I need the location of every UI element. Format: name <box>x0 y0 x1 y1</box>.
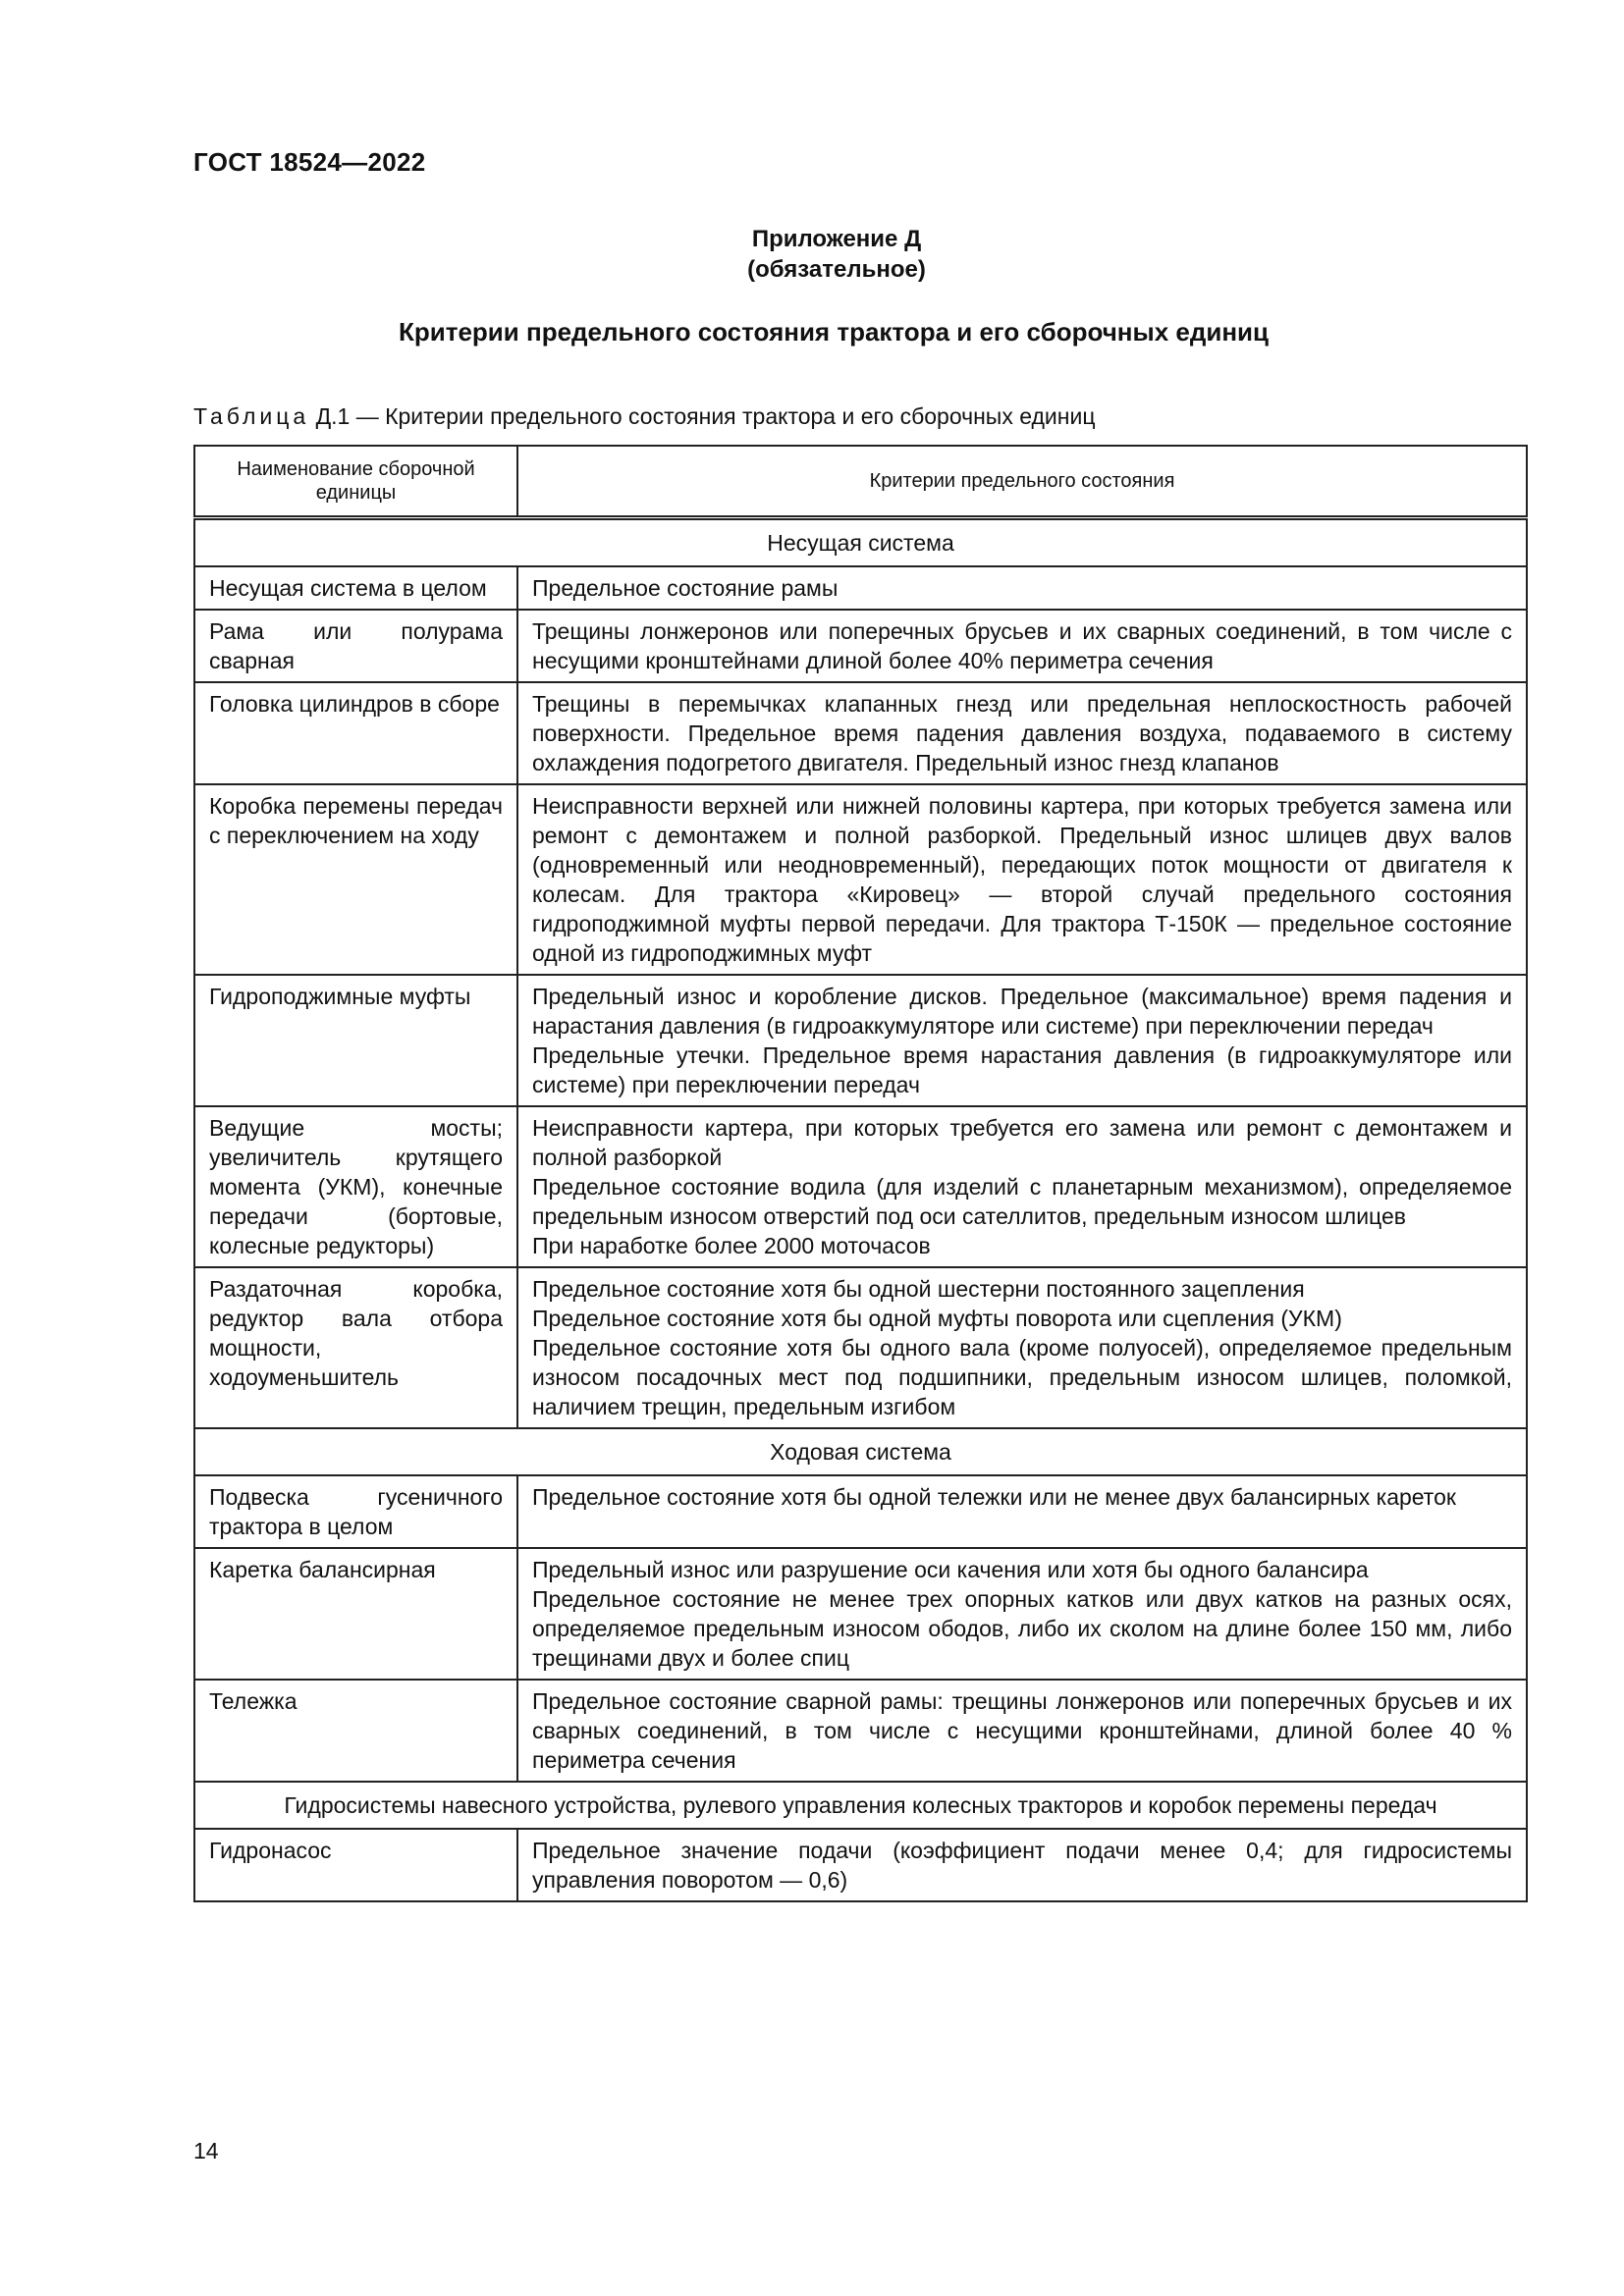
criteria-paragraph: Предельное значение подачи (коэффициент подачи менее 0,4; для гидросистемы управления поворотом — 0,6) <box>532 1838 1512 1893</box>
unit-name-cell: Несущая система в целом <box>194 566 517 610</box>
criteria-paragraph: При наработке более 2000 моточасов <box>532 1233 931 1258</box>
criteria-cell <box>517 1829 1527 1901</box>
table-row <box>194 975 1527 1106</box>
section-row <box>194 1782 1527 1829</box>
table-row <box>194 566 1527 610</box>
criteria-cell <box>517 682 1527 784</box>
table-caption-label: Таблица <box>193 403 310 429</box>
criteria-paragraph: Предельное состояние рамы <box>532 575 839 601</box>
unit-name-cell: Рама или полурама сварная <box>194 610 517 682</box>
criteria-cell <box>517 975 1527 1106</box>
criteria-cell <box>517 1106 1527 1267</box>
criteria-paragraph: Предельное состояние хотя бы одного вала (кроме полуосей), определяемое предельным износом посадочных мест под подшипники, предельным износом шлицев, поломкой, наличием трещин, предельным изгибом <box>532 1335 1512 1419</box>
table-row <box>194 1106 1527 1267</box>
table-row <box>194 1829 1527 1901</box>
table-caption <box>193 403 1096 430</box>
table-row <box>194 682 1527 784</box>
table-caption-text: Д.1 — Критерии предельного состояния трактора и его сборочных единиц <box>309 403 1096 429</box>
table-row <box>194 610 1527 682</box>
criteria-paragraph: Трещины лонжеронов или поперечных брусьев и их сварных соединений, в том числе с несущими кронштейнами длиной более 40% периметра сечения <box>532 618 1512 673</box>
unit-name-cell: Тележка <box>194 1680 517 1782</box>
unit-name-cell: Каретка балансирная <box>194 1548 517 1680</box>
criteria-cell <box>517 1680 1527 1782</box>
appendix-status: (обязательное) <box>747 256 926 283</box>
section-title: Ходовая система <box>194 1428 1527 1475</box>
unit-name-cell: Подвеска гусеничного трактора в целом <box>194 1475 517 1548</box>
table-row <box>194 1680 1527 1782</box>
table-header-row <box>194 446 1527 518</box>
criteria-paragraph: Предельное состояние хотя бы одной шестерни постоянного зацепления <box>532 1276 1305 1302</box>
section-title: Гидросистемы навесного устройства, рулевого управления колесных тракторов и коробок перемены передач <box>194 1782 1527 1829</box>
table-row <box>194 1267 1527 1428</box>
table-row <box>194 784 1527 975</box>
section-row <box>194 518 1527 567</box>
unit-name-cell: Раздаточная коробка, редуктор вала отбора мощности, ходоуменьшитель <box>194 1267 517 1428</box>
criteria-paragraph: Предельное состояние хотя бы одной муфты поворота или сцепления (УКМ) <box>532 1306 1342 1331</box>
criteria-table <box>193 445 1528 1902</box>
appendix-block <box>0 224 1624 285</box>
unit-name-cell: Гидронасос <box>194 1829 517 1901</box>
section-row <box>194 1428 1527 1475</box>
criteria-paragraph: Предельное состояние сварной рамы: трещины лонжеронов или поперечных брусьев и их сварных соединений, в том числе с несущими кронштейнами, длиной более 40 % периметра сечения <box>532 1688 1512 1773</box>
column-header-unit: Наименование сборочной единицы <box>194 446 517 518</box>
page-number: 14 <box>193 2138 219 2163</box>
unit-name-cell: Коробка перемены передач с переключением на ходу <box>194 784 517 975</box>
criteria-cell <box>517 1267 1527 1428</box>
criteria-paragraph: Неисправности верхней или нижней половины картера, при которых требуется замена или ремонт с демонтажем и полной разборкой. Предельный износ шлицев двух валов (одновременный или неодновременный), передающих поток мощности от двигателя к колесам. Для трактора «Кировец» — второй случай предельного состояния гидроподжимной муфты первой передачи. Для трактора Т-150К — предельное состояние одной из гидроподжимных муфт <box>532 793 1512 966</box>
criteria-cell <box>517 1548 1527 1680</box>
criteria-paragraph: Трещины в перемычках клапанных гнезд или предельная неплоскостность рабочей поверхности. Предельное время падения давления воздуха, подаваемого в систему охлаждения подогретого двигателя. Предельный износ гнезд клапанов <box>532 691 1512 775</box>
criteria-cell <box>517 566 1527 610</box>
table-row <box>194 1548 1527 1680</box>
section-title: Несущая система <box>194 518 1527 567</box>
criteria-cell <box>517 610 1527 682</box>
criteria-paragraph: Предельное состояние не менее трех опорных катков или двух катков на разных осях, определяемое предельным износом ободов, либо их сколом на длине более 150 мм, либо трещинами двух и более спиц <box>532 1586 1512 1671</box>
column-header-criteria: Критерии предельного состояния <box>517 446 1527 518</box>
document-code: ГОСТ 18524—2022 <box>193 147 426 177</box>
criteria-paragraph: Предельное состояние водила (для изделий с планетарным механизмом), определяемое предельным износом отверстий под оси сателлитов, предельным износом шлицев <box>532 1174 1512 1229</box>
criteria-cell <box>517 1475 1527 1548</box>
criteria-paragraph: Предельный износ или разрушение оси качения или хотя бы одного балансира <box>532 1557 1369 1582</box>
criteria-paragraph: Предельный износ и коробление дисков. Предельное (максимальное) время падения и нарастания давления (в гидроаккумуляторе или системе) при переключении передач <box>532 984 1512 1039</box>
table-body <box>194 518 1527 1902</box>
table-row <box>194 1475 1527 1548</box>
unit-name-cell: Головка цилиндров в сборе <box>194 682 517 784</box>
criteria-paragraph: Предельное состояние хотя бы одной тележки или не менее двух балансирных кареток <box>532 1484 1456 1510</box>
appendix-title: Приложение Д <box>751 226 922 252</box>
criteria-paragraph: Неисправности картера, при которых требуется его замена или ремонт с демонтажем и полной разборкой <box>532 1115 1512 1170</box>
unit-name-cell: Ведущие мосты; увеличитель крутящего момента (УКМ), конечные передачи (бортовые, колесные редукторы) <box>194 1106 517 1267</box>
unit-name-cell: Гидроподжимные муфты <box>194 975 517 1106</box>
criteria-paragraph: Предельные утечки. Предельное время нарастания давления (в гидроаккумуляторе или системе) при переключении передач <box>532 1042 1512 1097</box>
section-heading: Критерии предельного состояния трактора и его сборочных единиц <box>399 317 1269 347</box>
criteria-cell <box>517 784 1527 975</box>
